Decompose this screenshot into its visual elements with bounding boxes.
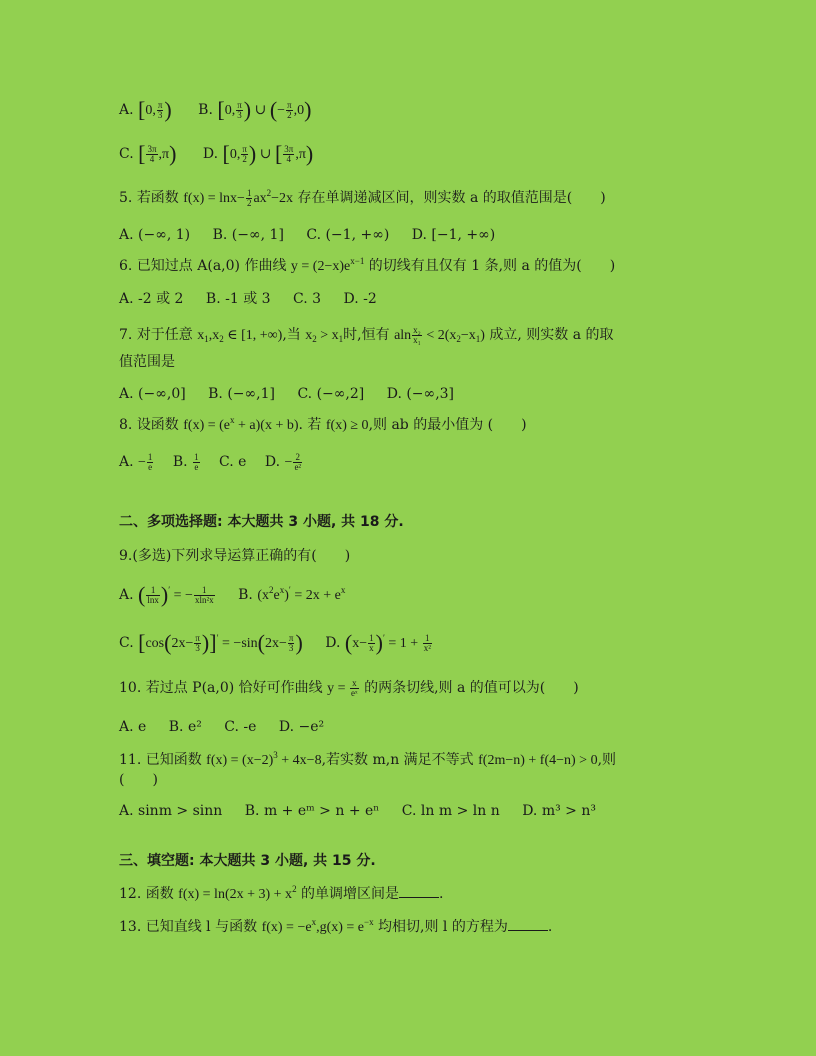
- q9-option-d-math: (x− $\frac{1}{x}$ )′ = 1 + $\frac{1}{\text{x²}}$: [344, 630, 431, 655]
- q6-option-b[interactable]: B. -1 或 3: [205, 291, 271, 307]
- q7-text-pre: 对于任意: [136, 327, 193, 343]
- q4-option-a-math: [0, $\frac{\pi}{3}$ ): [138, 97, 172, 122]
- q10-option-c[interactable]: C. -e: [224, 719, 257, 735]
- q4-option-a-label: A.: [119, 102, 134, 118]
- q4-options-row2: [119, 141, 776, 166]
- q9-option-b-label[interactable]: B.: [238, 587, 253, 603]
- q5-option-c[interactable]: C. (−1, +∞): [306, 227, 390, 243]
- q5-text-pre: 若函数: [136, 190, 179, 206]
- q11-option-c[interactable]: C. ln m > ln n: [401, 803, 500, 819]
- q10-options: [119, 717, 776, 737]
- q10-number: 10.: [119, 680, 142, 696]
- q11-text-pre: 已知函数: [145, 752, 202, 768]
- q9-options-row2: [119, 630, 776, 655]
- q9-options-row1: [119, 582, 776, 607]
- q6-text-pre: 已知过点 A(a,0) 作曲线: [136, 258, 287, 274]
- q7-condition-math: $x_2 > x_1$: [305, 328, 344, 344]
- q5-option-d[interactable]: D. [−1, +∞): [411, 227, 496, 243]
- q13-text-pre: 已知直线 l 与函数: [145, 919, 258, 935]
- q5-text-post: 存在单调递减区间，则实数 a 的取值范围是( ): [297, 190, 606, 206]
- q10-curve-math: y = $\frac{x}{\text{eˣ}}$: [327, 678, 358, 699]
- q4-options-row1: [119, 97, 776, 122]
- q8-option-b-math: $\frac{1}{e}$: [194, 452, 199, 473]
- question-12: 12. 函数 $f(x) = \ln(2x + 3) + x^2$ 的单调增区间是 .: [119, 884, 444, 902]
- q6-number: 6.: [119, 258, 133, 274]
- q8-number: 8.: [119, 417, 133, 433]
- q4-option-c-label: C.: [119, 146, 134, 162]
- q7-domain-math: $x_1,x_2$ ∈ [1, +∞): [197, 328, 283, 344]
- q7-number: 7.: [119, 327, 133, 343]
- q5-options: [119, 225, 776, 245]
- question-13: 13. 已知直线 l 与函数 $f(x) = -e^x,g(x) = e^{-x}$ 均相切,则 l 的方程为 .: [119, 917, 553, 935]
- section-3-heading: 三、填空题: 本大题共 3 小题, 共 15 分.: [119, 853, 376, 869]
- question-9: [119, 546, 776, 566]
- q11-options: [119, 801, 776, 821]
- q7-option-d[interactable]: D. (−∞,3]: [386, 386, 455, 402]
- q9-option-a-math: ( $\frac{1}{\ln x}$ )′ = − $\frac{1}{\text{xln²x}}$: [138, 582, 214, 607]
- q7-text-mid2: 时,恒有: [343, 327, 390, 343]
- q13-number: 13.: [119, 919, 142, 935]
- q9-number: 9.: [119, 548, 133, 564]
- q9-option-c-label[interactable]: C.: [119, 635, 134, 651]
- q8-option-d-label[interactable]: D.: [264, 454, 281, 470]
- q8-option-a-label[interactable]: A.: [119, 454, 134, 470]
- q11-text-post: ,则: [597, 752, 617, 768]
- q7-option-c[interactable]: C. (−∞,2]: [297, 386, 365, 402]
- q7-line2: [119, 352, 776, 372]
- q7-text-post: 成立, 则实数 a 的取: [489, 327, 614, 343]
- q7-options: [119, 384, 776, 404]
- q10-text-post: 的两条切线,则 a 的值可以为( ): [364, 680, 579, 696]
- q8-text-mid: . 若: [298, 417, 322, 433]
- section-2-heading: 二、多项选择题: 本大题共 3 小题, 共 18 分.: [119, 514, 404, 530]
- q5-number: 5.: [119, 190, 133, 206]
- q8-function-math: $f(x) = (e^x + a)(x + b)$: [183, 415, 299, 433]
- q11-function-math: $f(x) = (x-2)^3 + 4x-8$: [206, 750, 322, 768]
- q5-option-a[interactable]: A. (−∞, 1): [119, 227, 191, 243]
- q9-option-d-label[interactable]: D.: [325, 635, 341, 651]
- q7-option-b[interactable]: B. (−∞,1]: [208, 386, 276, 402]
- q8-option-d-math: − $\frac{2}{\text{e²}}$: [284, 452, 302, 473]
- question-11: [119, 750, 776, 771]
- q9-option-c-math: [cos(2x− $\frac{\pi}{3}$ )]′ = −sin(2x− $\frac{\pi}{3}$ ): [138, 630, 303, 655]
- q12-number: 12.: [119, 886, 142, 902]
- q11-option-d[interactable]: D. m³ > n³: [522, 803, 596, 819]
- q4-option-b-math: [0, $\frac{\pi}{3}$ ) ∪ (− $\frac{\pi}{2}$ ,0): [217, 97, 312, 122]
- q10-option-a[interactable]: A. e: [119, 719, 147, 735]
- q7-option-a[interactable]: A. (−∞,0]: [119, 386, 186, 402]
- q7-text-mid1: ,当: [282, 327, 301, 343]
- question-6: [119, 256, 776, 277]
- q6-option-c[interactable]: C. 3: [293, 291, 322, 307]
- q4-option-c-math: [ $\frac{3\pi}{4}$ ,π): [138, 141, 177, 166]
- q7-inequality-math: aln $\frac{\text{x₂}}{\text{x₁}}$ < $2(x_2-x_1)$: [394, 325, 485, 346]
- q4-option-d-math: [0, $\frac{\pi}{2}$ ) ∪ [ $\frac{3\pi}{4}$ ,π): [222, 141, 314, 166]
- question-7: [119, 325, 776, 346]
- q12-text-pre: 函数: [145, 886, 174, 902]
- q13-functions-math: $f(x) = -e^x,g(x) = e^{-x}$: [261, 917, 374, 935]
- q8-condition-math: f(x) ≥ 0: [325, 418, 369, 433]
- q4-option-b-label: B.: [198, 102, 213, 118]
- q6-options: [119, 289, 776, 309]
- q11-inequality-math: f(2m−n) + f(4−n) > 0: [478, 753, 598, 768]
- q10-option-b[interactable]: B. e²: [168, 719, 202, 735]
- q11-option-b[interactable]: B. m + eᵐ > n + eⁿ: [244, 803, 380, 819]
- q11-number: 11.: [119, 752, 142, 768]
- q9-option-b-math: $(x^2e^x)' = 2x + e^x$: [257, 585, 346, 603]
- q8-text-pre: 设函数: [136, 417, 179, 433]
- q6-curve-math: $y = (2-x)e^{x-1}$: [290, 256, 365, 274]
- q10-text-pre: 若过点 P(a,0) 恰好可作曲线: [145, 680, 323, 696]
- q8-option-b-label[interactable]: B.: [172, 454, 188, 470]
- q13-answer-blank[interactable]: [508, 918, 548, 931]
- q5-option-b[interactable]: B. (−∞, 1]: [212, 227, 284, 243]
- q6-text-post: 的切线有且仅有 1 条,则 a 的值为( ): [368, 258, 616, 274]
- q8-text-post: ,则 ab 的最小值为 ( ): [368, 417, 527, 433]
- question-10: [119, 678, 776, 699]
- q11-option-a[interactable]: A. sinm > sinn: [119, 803, 223, 819]
- question-8: [119, 415, 776, 436]
- q8-option-a-math: − $\frac{1}{e}$: [138, 452, 153, 473]
- q8-option-c[interactable]: C. e: [219, 454, 247, 470]
- q12-text-post: 的单调增区间是: [301, 886, 400, 902]
- q13-text-post: 均相切,则 l 的方程为: [378, 919, 508, 935]
- q5-function-math: f(x) = lnx− $\frac{1}{2}$ $ax^2-2x$: [183, 188, 294, 209]
- q6-option-d[interactable]: D. -2: [343, 291, 377, 307]
- q4-option-d-label: D.: [202, 146, 219, 162]
- q9-option-a-label[interactable]: A.: [119, 587, 134, 603]
- q6-option-a[interactable]: A. -2 或 2: [119, 291, 184, 307]
- q9-text: (多选)下列求导运算正确的有( ): [132, 548, 351, 564]
- q12-answer-blank[interactable]: [399, 885, 439, 898]
- q11-text-line2: ( ): [119, 772, 158, 788]
- q11-line2: [119, 770, 776, 790]
- q8-options: [119, 452, 776, 473]
- q10-option-d[interactable]: D. −e²: [278, 719, 325, 735]
- q11-text-mid: ,若实数 m,n 满足不等式: [321, 752, 474, 768]
- q7-text-line2: 值范围是: [119, 354, 175, 370]
- q12-function-math: $f(x) = \ln(2x + 3) + x^2$: [178, 884, 297, 902]
- question-5: [119, 188, 776, 209]
